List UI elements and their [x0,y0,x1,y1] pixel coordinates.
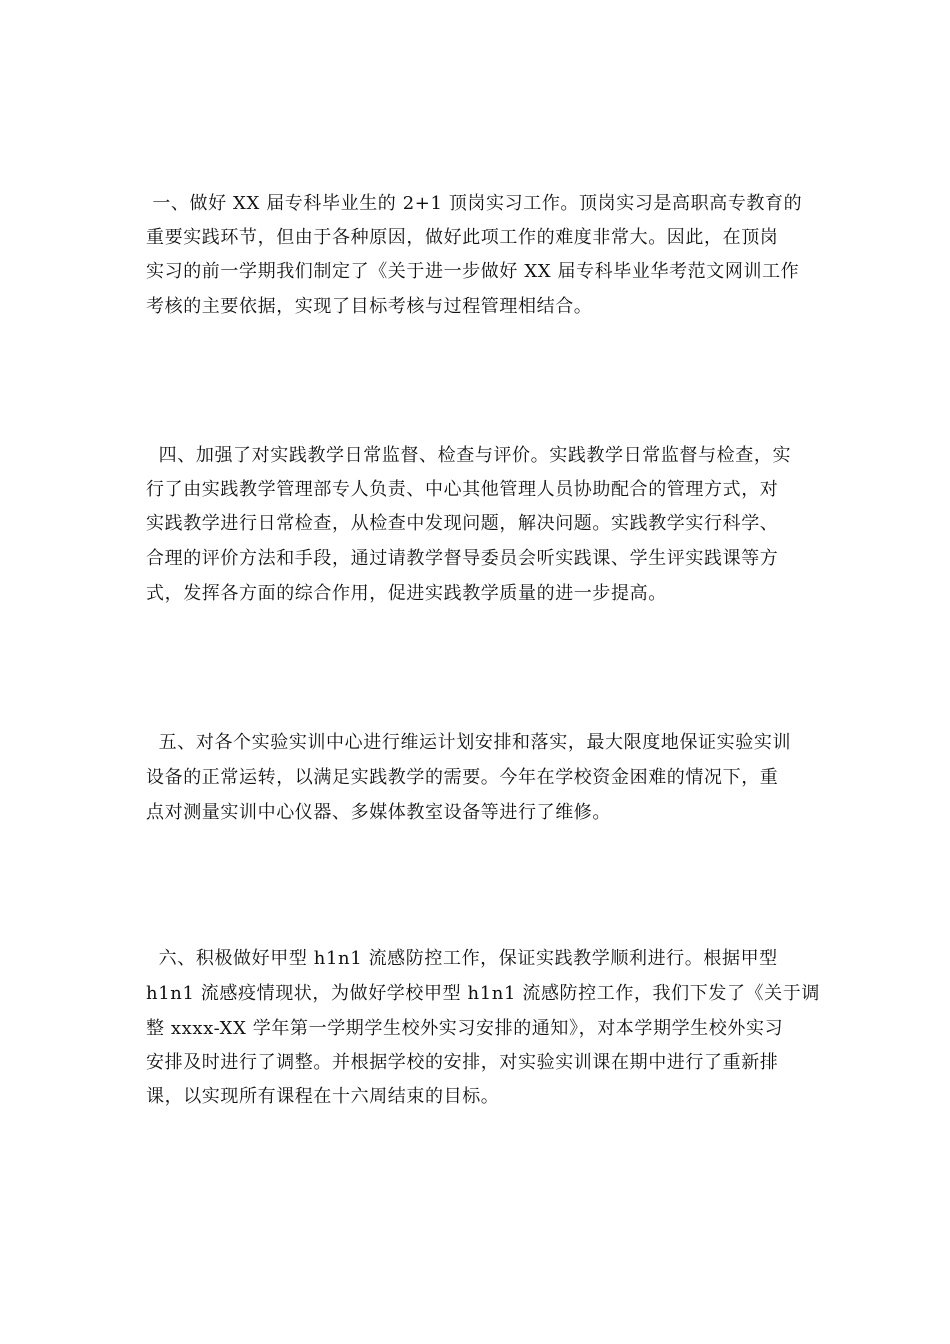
text-line: 行了由实践教学管理部专人负责、中心其他管理人员协助配合的管理方式，对 [146,479,779,500]
text-line: 实习的前一学期我们制定了《关于进一步做好 XX 届专科毕业华考范文网训工作 [146,261,800,282]
text-line: 式，发挥各方面的综合作用，促进实践教学质量的进一步提高。 [146,583,667,604]
text-line: 整 xxxx-XX 学年第一学期学生校外实习安排的通知》，对本学期学生校外实习 [146,1018,784,1039]
text-line: 实践教学进行日常检查，从检查中发现问题，解决问题。实践教学实行科学、 [146,513,779,534]
text-line: h1n1 流感疫情现状，为做好学校甲型 h1n1 流感防控工作，我们下发了《关于调 [146,983,820,1004]
text-line: 课，以实现所有课程在十六周结束的目标。 [146,1086,500,1107]
text-line: 考核的主要依据，实现了目标考核与过程管理相结合。 [146,296,593,317]
text-line: 安排及时进行了调整。并根据学校的安排，对实验实训课在期中进行了重新排 [146,1052,779,1073]
text-line: 一、做好 XX 届专科毕业生的 2+1 顶岗实习工作。顶岗实习是高职高专教育的 [146,193,803,214]
text-line: 点对测量实训中心仪器、多媒体教室设备等进行了维修。 [146,802,611,823]
text-line: 设备的正常运转，以满足实践教学的需要。今年在学校资金困难的情况下，重 [146,767,779,788]
text-line: 四、加强了对实践教学日常监督、检查与评价。实践教学日常监督与检查，实 [146,445,792,466]
text-line: 合理的评价方法和手段，通过请教学督导委员会听实践课、学生评实践课等方 [146,548,779,569]
text-line: 重要实践环节，但由于各种原因，做好此项工作的难度非常大。因此，在顶岗 [146,227,779,248]
text-line: 六、积极做好甲型 h1n1 流感防控工作，保证实践教学顺利进行。根据甲型 [146,948,778,969]
text-line: 五、对各个实验实训中心进行维运计划安排和落实，最大限度地保证实验实训 [146,732,792,753]
